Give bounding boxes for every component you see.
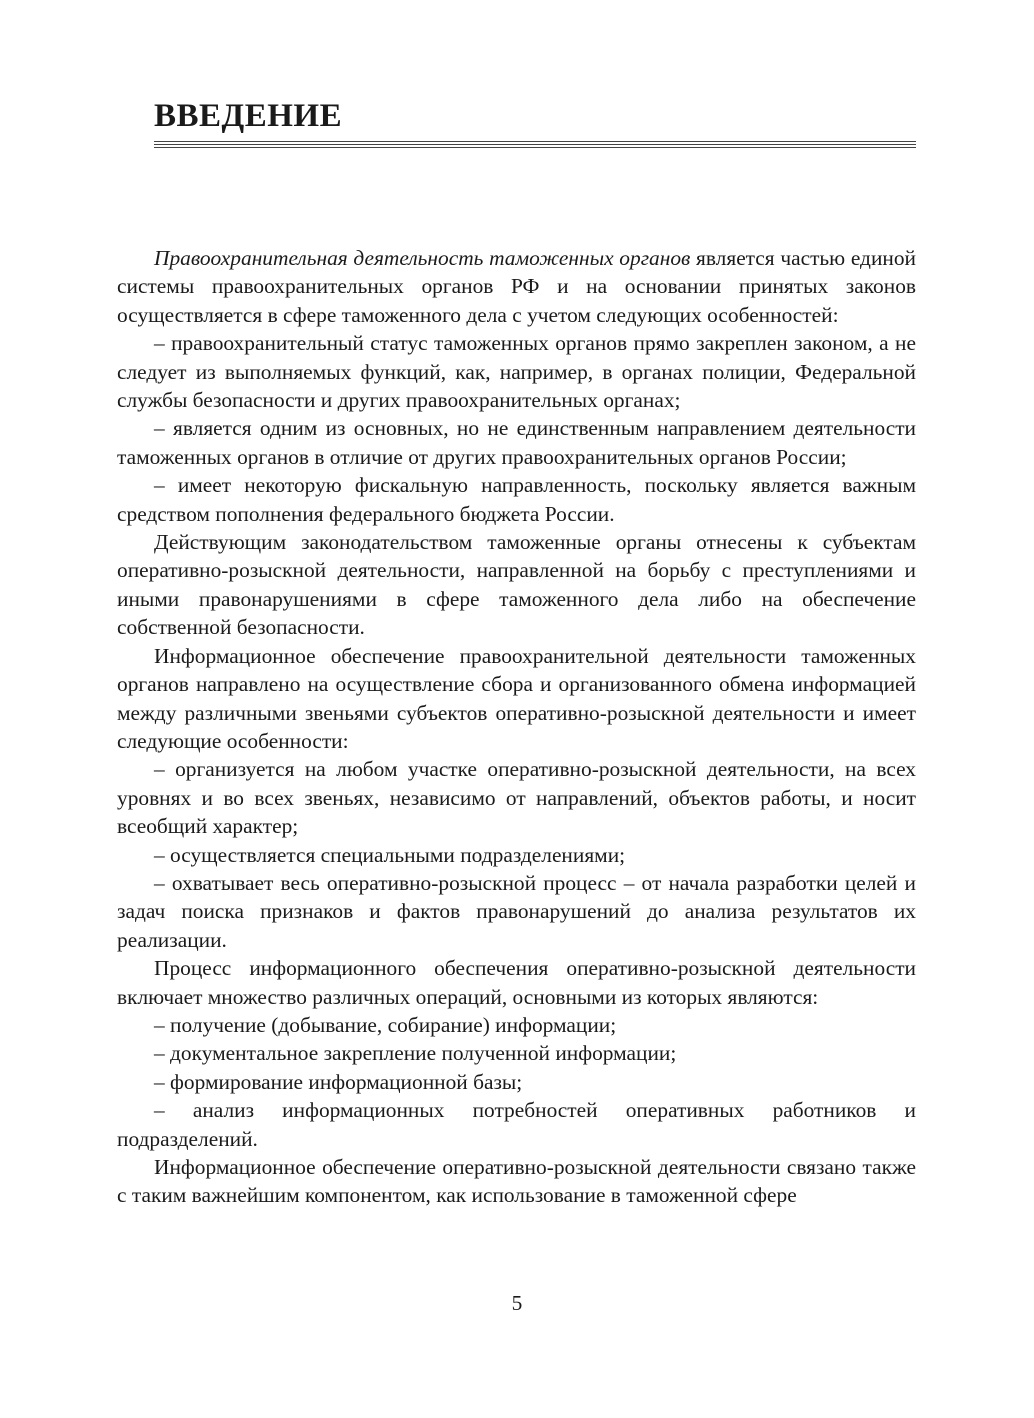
paragraph: – анализ информационных потребностей оперативных работников и подразделений.: [117, 1098, 916, 1151]
paragraph: – является одним из основных, но не единственным направлением деятельности таможенных органов в отличие от других правоохранительных органов России;: [117, 416, 916, 469]
paragraph-lead-italic: Правоохранительная деятельность таможенных органов: [154, 246, 691, 270]
paragraph: Информационное обеспечение оперативно-розыскной деятельности связано также с таким важнейшим компонентом, как использование в таможенной сфере: [117, 1155, 916, 1208]
title-double-rule: [154, 141, 916, 149]
paragraph: – осуществляется специальными подразделениями;: [154, 842, 626, 867]
paragraph: [117, 244, 916, 329]
body-text: [117, 244, 916, 1210]
rule-line-bottom: [154, 147, 916, 148]
paragraph: – документальное закрепление полученной информации;: [154, 1041, 677, 1066]
chapter-title: ВВЕДЕНИЕ: [154, 98, 343, 134]
paragraph: – организуется на любом участке оперативно-розыскной деятельности, на всех уровнях и во всех звеньях, независимо от направлений, объектов работы, и носит всеобщий характер;: [117, 757, 916, 839]
rule-line-top: [154, 141, 916, 142]
page-number: 5: [511, 1291, 523, 1315]
paragraph: – правоохранительный статус таможенных органов прямо закреплен законом, а не следует из выполняемых функций, как, например, в органах полиции, Федеральной службы безопасности и других правоохранительных органах;: [117, 331, 916, 413]
paragraph: – охватывает весь оперативно-розыскной процесс – от начала разработки целей и задач поиска признаков и фактов правонарушений до анализа результатов их реализации.: [117, 870, 916, 952]
paragraph: – получение (добывание, собирание) информации;: [154, 1012, 617, 1037]
paragraph-text: является частью единой системы правоохранительных органов РФ и на основании принятых законов осуществляется в сфере таможенного дела с учетом следующих особенностей:: [117, 246, 916, 327]
paragraph: Процесс информационного обеспечения оперативно-розыскной деятельности включает множество различных операций, основными из которых являются:: [117, 956, 916, 1009]
paragraph: Информационное обеспечение правоохранительной деятельности таможенных органов направлено на осуществление сбора и организованного обмена информацией между различными звеньями субъектов оперативно-розыскной деятельности и имеет следующие особенности:: [117, 643, 916, 753]
paragraph: – имеет некоторую фискальную направленность, поскольку является важным средством пополнения федерального бюджета России.: [117, 473, 916, 526]
paragraph: Действующим законодательством таможенные органы отнесены к субъектам оперативно-розыскной деятельности, направленной на борьбу с преступлениями и иными правонарушениями в сфере таможенного дела либо на обеспечение собственной безопасности.: [117, 530, 916, 640]
rule-line-middle: [154, 144, 916, 145]
paragraph: – формирование информационной базы;: [154, 1069, 523, 1094]
